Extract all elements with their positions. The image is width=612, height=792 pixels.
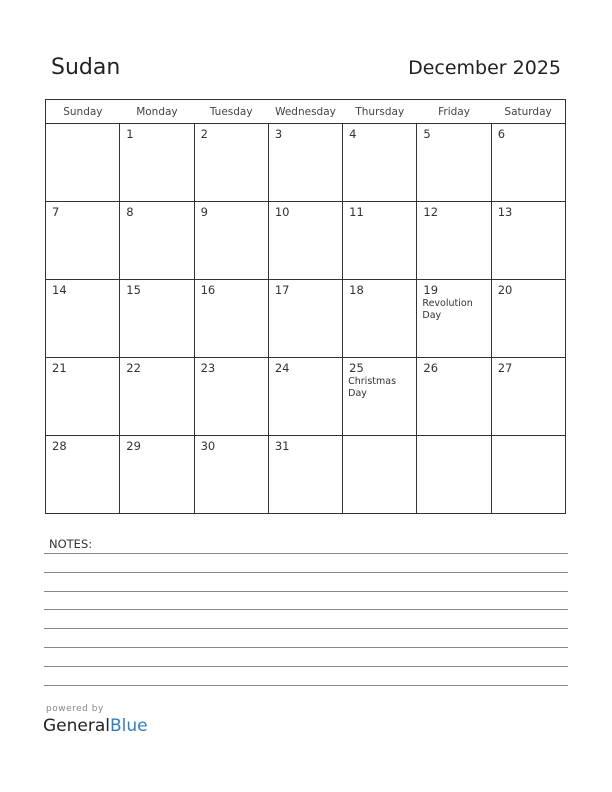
day-cell: [194, 280, 268, 358]
weekday-thursday: Thursday: [343, 100, 417, 124]
day-number: 9: [200, 205, 208, 219]
powered-by-text: powered by: [46, 704, 104, 714]
notes-line: [44, 647, 568, 648]
day-cell: [491, 280, 565, 358]
day-number: 1: [126, 127, 134, 141]
day-cell: [417, 436, 491, 514]
day-cell: [417, 280, 491, 358]
day-number: 21: [52, 361, 67, 375]
day-cell: [120, 280, 194, 358]
day-cell: [194, 358, 268, 436]
day-cell: [194, 436, 268, 514]
notes-line: [44, 685, 568, 686]
day-number: 22: [126, 361, 141, 375]
day-cell: [46, 124, 120, 202]
day-cell: [46, 358, 120, 436]
day-number: 4: [349, 127, 357, 141]
weekday-sunday: Sunday: [46, 100, 120, 124]
week-row: [46, 124, 566, 202]
day-cell: [491, 124, 565, 202]
weekday-friday: Friday: [417, 100, 491, 124]
weekday-wednesday: Wednesday: [268, 100, 342, 124]
day-cell: [268, 280, 342, 358]
month-title: December 2025: [408, 57, 561, 79]
day-number: 16: [200, 283, 216, 297]
day-number: 12: [423, 205, 439, 219]
day-number: 14: [52, 283, 67, 297]
brand-logo[interactable]: [43, 716, 148, 736]
day-number: 30: [200, 439, 216, 453]
day-cell: [417, 358, 491, 436]
day-cell: [120, 202, 194, 280]
day-cell: [268, 358, 342, 436]
weekday-tuesday: Tuesday: [194, 100, 268, 124]
day-cell: [343, 202, 417, 280]
day-cell: [491, 202, 565, 280]
calendar-grid: [45, 99, 566, 514]
day-cell: [343, 436, 417, 514]
day-number: 17: [274, 283, 290, 297]
day-number: 6: [497, 127, 506, 141]
day-cell: [417, 124, 491, 202]
day-number: 2: [200, 127, 208, 141]
day-number: 19: [423, 283, 439, 297]
brand-blue: Blue: [110, 716, 148, 736]
weekday-header-row: [46, 100, 566, 124]
day-number: 25: [349, 361, 364, 375]
day-number: 11: [349, 205, 364, 219]
holiday-label: Christmas Day: [348, 376, 397, 399]
day-number: 31: [274, 439, 290, 453]
notes-line: [44, 609, 568, 610]
day-cell: [491, 436, 565, 514]
day-cell: [343, 124, 417, 202]
weekday-saturday: Saturday: [491, 100, 565, 124]
day-number: 20: [497, 283, 513, 297]
day-number: 10: [274, 205, 290, 219]
day-number: 18: [349, 283, 364, 297]
day-number: 23: [200, 361, 216, 375]
week-row: [46, 436, 566, 514]
day-cell: [194, 124, 268, 202]
day-cell: [46, 436, 120, 514]
week-row: [46, 202, 566, 280]
brand-general: General: [43, 716, 110, 736]
day-number: 3: [274, 127, 283, 141]
day-number: 7: [52, 205, 60, 219]
day-cell: [120, 436, 194, 514]
day-cell: [268, 436, 342, 514]
day-number: 24: [274, 361, 290, 375]
day-cell: [268, 202, 342, 280]
day-cell: [120, 124, 194, 202]
day-number: 15: [126, 283, 141, 297]
day-number: 28: [52, 439, 67, 453]
weekday-monday: Monday: [120, 100, 194, 124]
day-cell: [120, 358, 194, 436]
day-number: 8: [126, 205, 134, 219]
day-number: 13: [497, 205, 513, 219]
day-number: 26: [423, 361, 439, 375]
day-cell: [343, 280, 417, 358]
day-number: 27: [497, 361, 513, 375]
notes-line: [44, 572, 568, 573]
day-cell: [268, 124, 342, 202]
week-row: [46, 358, 566, 436]
notes-line: [44, 553, 568, 554]
day-cell: [46, 280, 120, 358]
notes-line: [44, 628, 568, 629]
notes-label: NOTES:: [49, 537, 93, 551]
day-number: 29: [126, 439, 141, 453]
day-cell: [194, 202, 268, 280]
day-cell: [343, 358, 417, 436]
day-cell: [46, 202, 120, 280]
day-cell: [417, 202, 491, 280]
notes-line: [44, 666, 568, 667]
notes-line: [44, 591, 568, 592]
week-row: [46, 280, 566, 358]
country-title: Sudan: [51, 55, 121, 80]
day-number: 5: [423, 127, 431, 141]
holiday-label: Revolution Day: [422, 298, 473, 321]
day-cell: [491, 358, 565, 436]
